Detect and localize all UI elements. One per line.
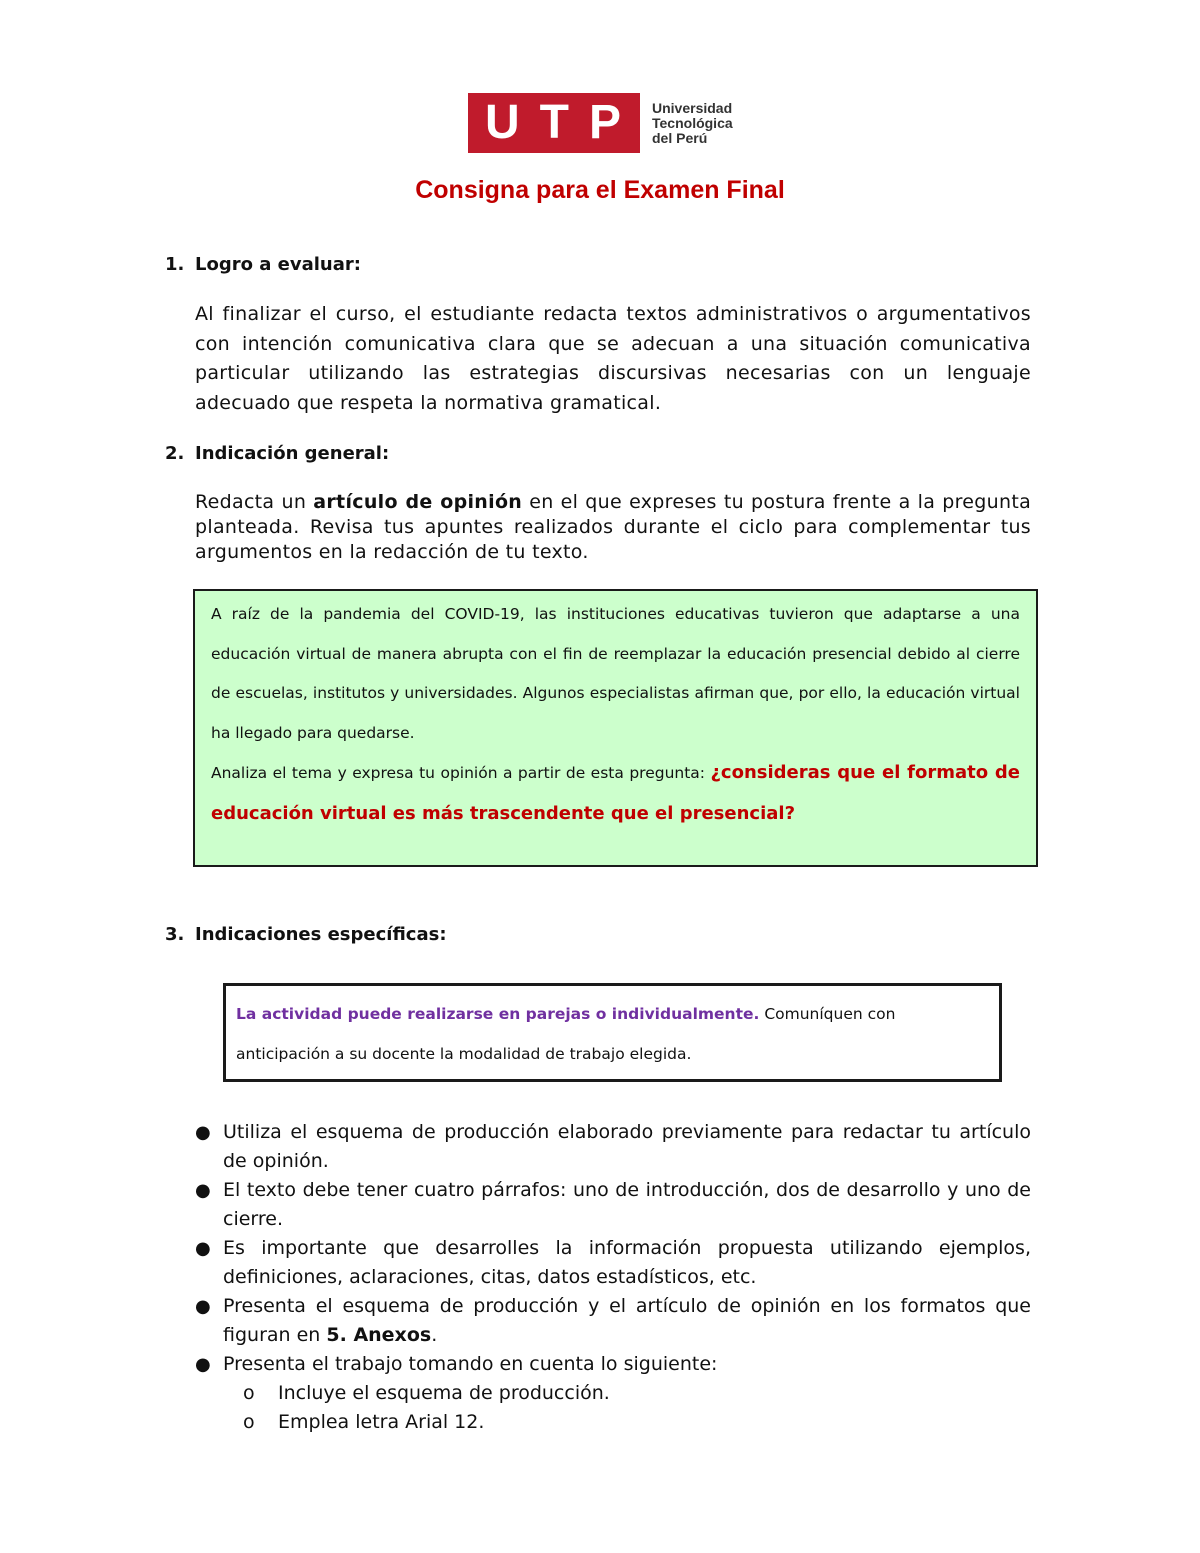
logo-letter: U <box>484 96 522 149</box>
logro-paragraph: Al finalizar el curso, el estudiante redacta textos administrativos o argumentativos con intención comunicativa clara que se adecuan a una situación comunicativa particular utilizando las estrategias discursivas necesarias con un lenguaje adecuado que respeta la normativa gramatical. <box>195 303 1031 414</box>
list-item: ● Utiliza el esquema de producción elaborado previamente para redactar tu artículo de opinión. <box>195 1118 1031 1176</box>
indicacion-bold: artículo de opinión <box>313 491 523 513</box>
indicacion-text: Redacta un <box>195 491 314 513</box>
indicacion-text: en el que expreses tu postura frente a la pregunta planteada. Revisa tus apuntes realizados durante el ciclo para complementar tus argumentos en la redacción de tu texto. <box>195 491 1032 563</box>
section-number: 2. <box>165 443 185 464</box>
prompt-paragraph: A raíz de la pandemia del COVID-19, las instituciones educativas tuvieron que adaptarse a una educación virtual de manera abrupta con el fin de reemplazar la educación presencial debido al cierre de escuelas, institutos y universidades. Algunos especialistas afirman que, por ello, la educación virtual ha llegado para quedarse. <box>211 605 1020 742</box>
list-item <box>195 1350 1031 1437</box>
list-item: ● El texto debe tener cuatro párrafos: uno de introducción, dos de desarrollo y uno de cierre. <box>195 1176 1031 1234</box>
section-title: Indicaciones específicas: <box>195 924 447 945</box>
section-number: 3. <box>165 924 185 945</box>
list-item-text: . <box>431 1324 438 1346</box>
prompt-question-line <box>211 753 1020 834</box>
note-emphasis: La actividad puede realizarse en parejas o individualmente. <box>236 1005 760 1023</box>
utp-logo <box>468 93 733 153</box>
prompt-question: ¿consideras que el formato de educación virtual es más trascendente que el presencial? <box>211 762 1020 824</box>
logo-line: Tecnológica <box>652 114 733 131</box>
note-box <box>223 983 1002 1082</box>
logo-letter: T <box>539 96 571 149</box>
indicacion-paragraph <box>195 490 1031 565</box>
section-heading-indicacion <box>165 443 389 464</box>
section-heading-especificas <box>165 924 447 945</box>
note-rest: Comuníquen con anticipación a su docente la modalidad de trabajo elegida. <box>236 1005 896 1063</box>
note-text <box>236 994 989 1074</box>
logo-line: Universidad <box>652 99 733 116</box>
list-item <box>195 1292 1031 1350</box>
list-item-text: Presenta el trabajo tomando en cuenta lo siguiente: <box>223 1353 718 1375</box>
logo-letter: P <box>588 96 623 149</box>
list-item-text: Presenta el esquema de producción y el artículo de opinión en los formatos que figuran en <box>223 1295 1031 1346</box>
logo-wordmark <box>652 101 733 146</box>
page-title: Consigna para el Examen Final <box>415 176 785 204</box>
sub-list-item: o Emplea letra Arial 12. <box>243 1408 1031 1437</box>
section-title: Indicación general: <box>195 443 390 464</box>
section-title: Logro a evaluar: <box>195 254 361 275</box>
anexos-ref: 5. Anexos <box>326 1324 432 1346</box>
prompt-lead: Analiza el tema y expresa tu opinión a partir de esta pregunta: <box>211 764 711 782</box>
sub-list-item: o Incluye el esquema de producción. <box>243 1379 1031 1408</box>
section-number: 1. <box>165 254 185 275</box>
logo-line: del Perú <box>652 129 708 146</box>
instructions-list <box>195 1118 1031 1437</box>
list-item: ● Es importante que desarrolles la información propuesta utilizando ejemplos, definiciones, aclaraciones, citas, datos estadísticos, etc. <box>195 1234 1031 1292</box>
logo-mark <box>468 93 640 153</box>
section-heading-logro <box>165 254 361 275</box>
sub-list <box>223 1379 1031 1437</box>
prompt-box <box>193 589 1038 867</box>
